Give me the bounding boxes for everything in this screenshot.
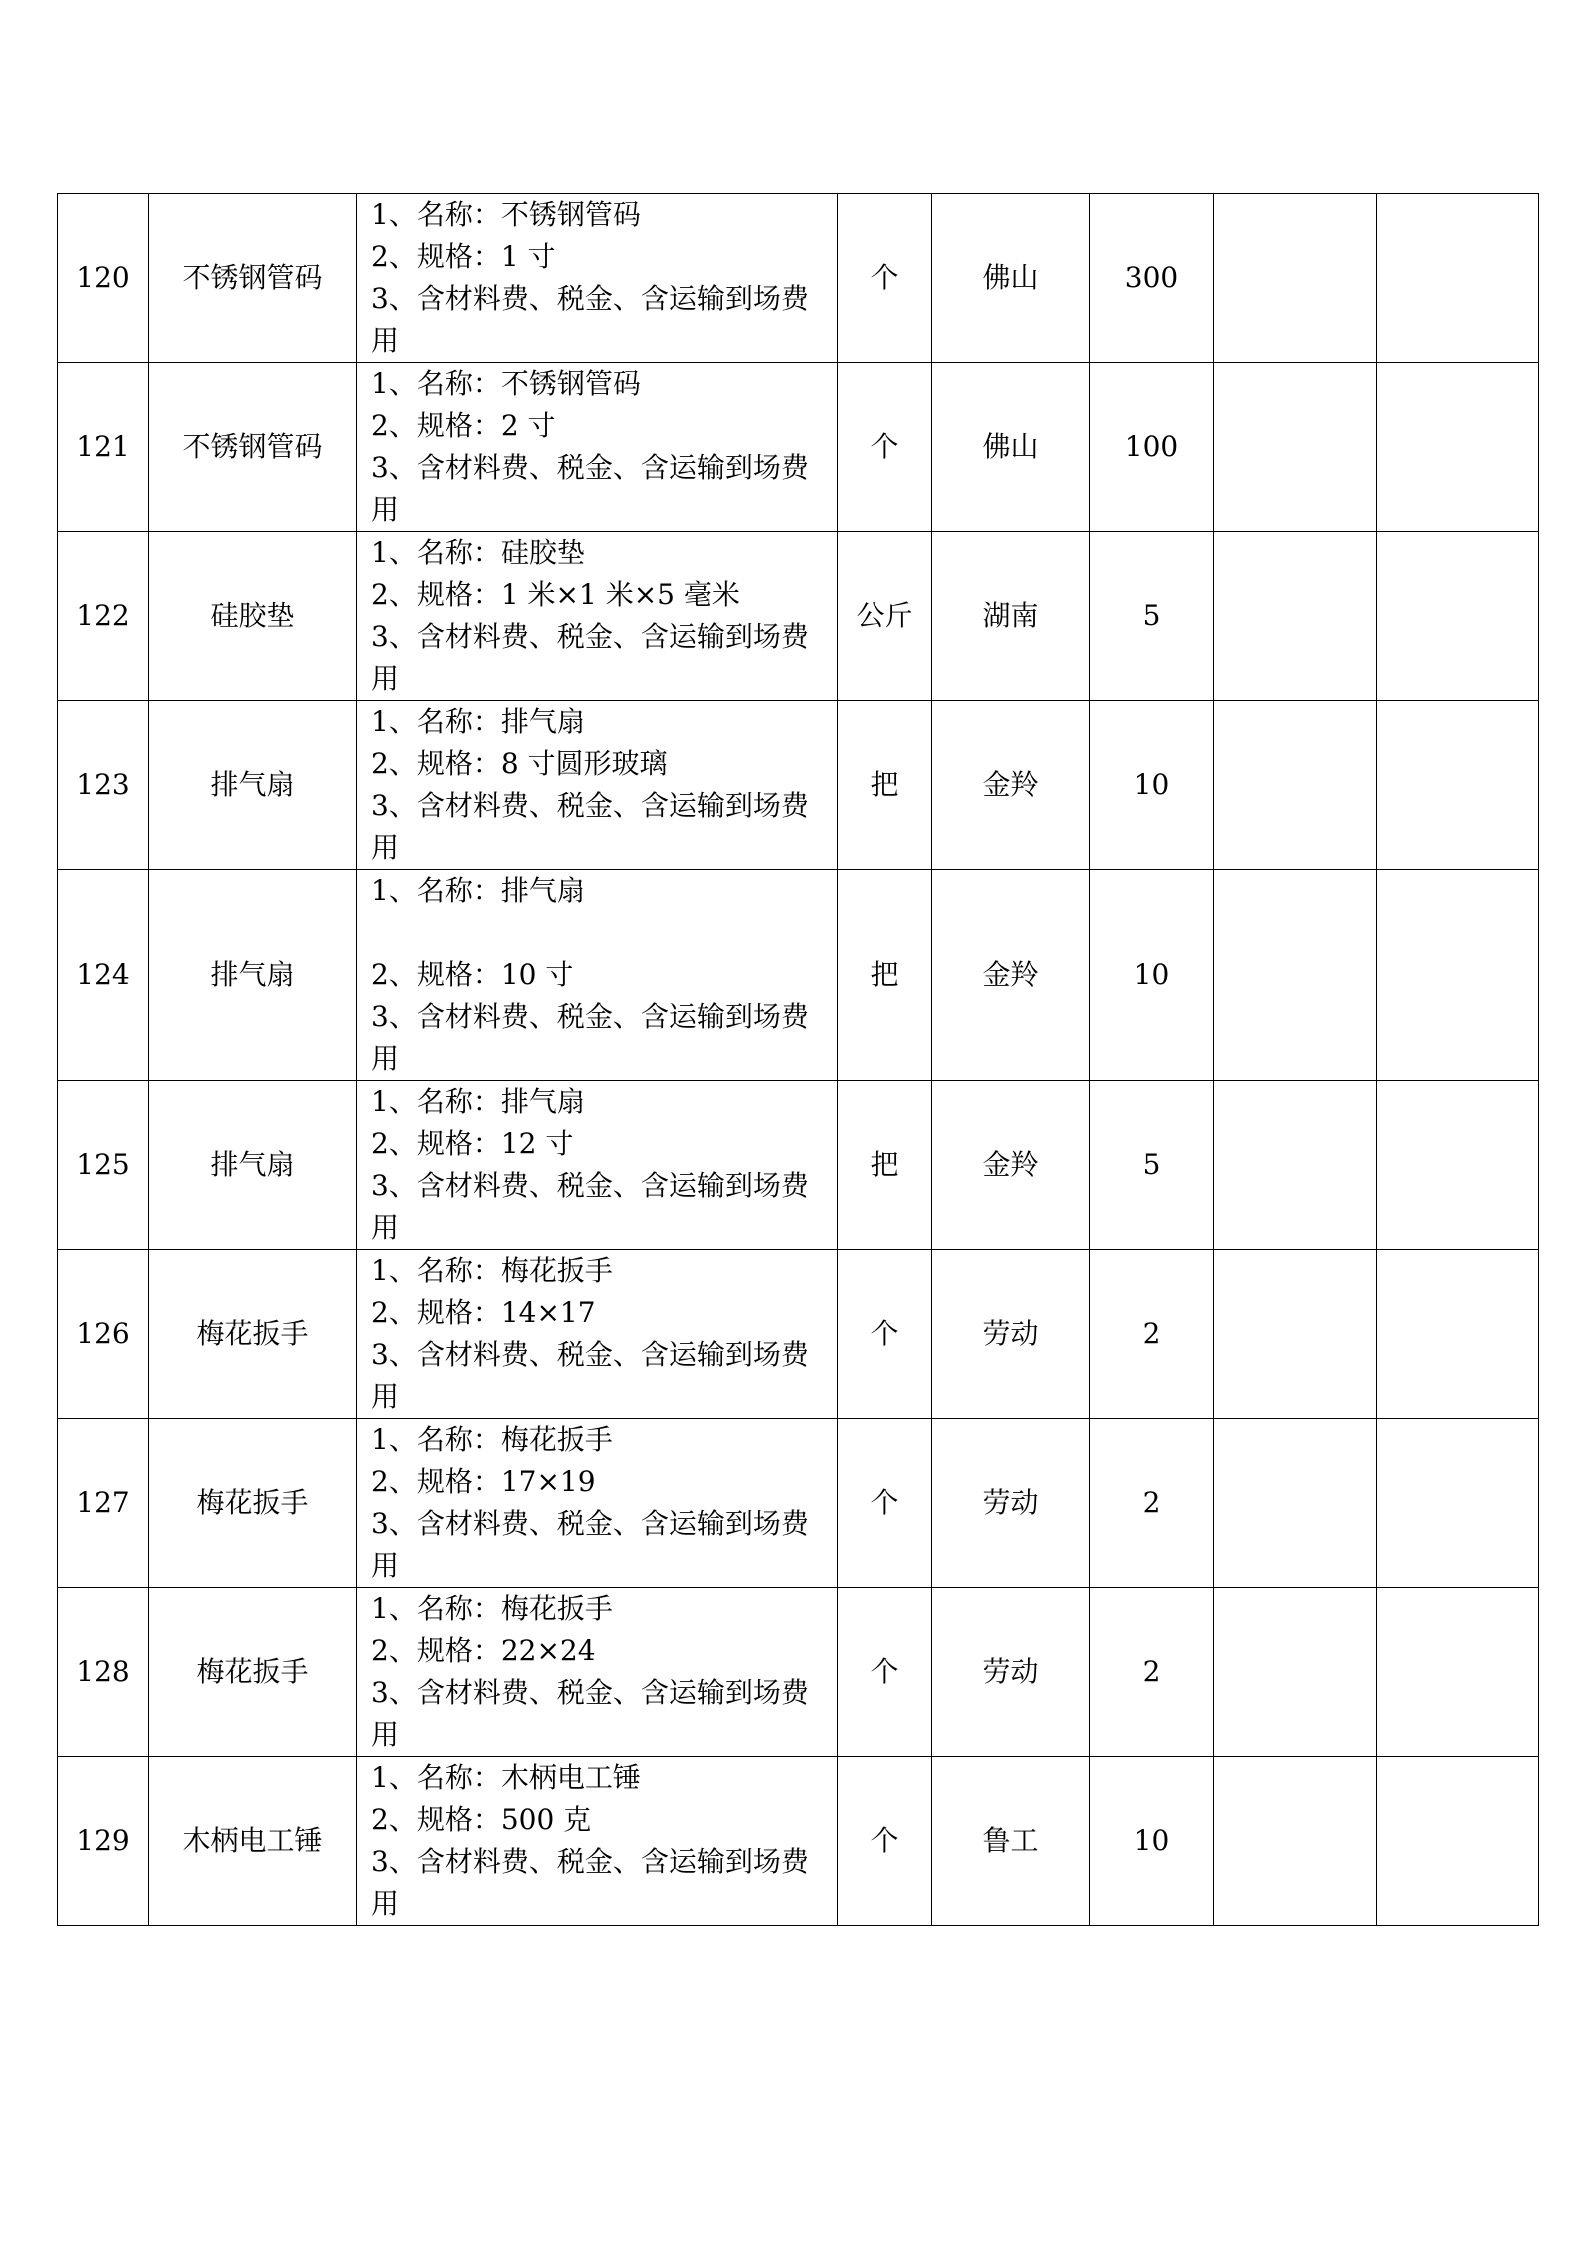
unit-cell: 个 bbox=[838, 1757, 932, 1926]
unit-price-cell bbox=[1214, 363, 1377, 532]
total-price-cell bbox=[1377, 194, 1539, 363]
item-name-cell: 排气扇 bbox=[149, 870, 357, 1081]
description-line: 2、规格：1 寸 bbox=[371, 240, 556, 273]
item-description-cell bbox=[357, 701, 838, 870]
item-name-cell: 不锈钢管码 bbox=[149, 194, 357, 363]
description-line: 1、名称：不锈钢管码 bbox=[371, 367, 641, 400]
brand-origin-cell: 湖南 bbox=[932, 532, 1090, 701]
description-line: 3、含材料费、税金、含运输到场费 bbox=[371, 620, 809, 653]
item-name-cell: 梅花扳手 bbox=[149, 1419, 357, 1588]
description-line: 用 bbox=[371, 662, 400, 695]
row-number-cell: 123 bbox=[58, 701, 149, 870]
unit-cell: 个 bbox=[838, 1588, 932, 1757]
quantity-cell: 2 bbox=[1090, 1250, 1214, 1419]
unit-cell: 个 bbox=[838, 194, 932, 363]
item-name-cell: 排气扇 bbox=[149, 701, 357, 870]
unit-price-cell bbox=[1214, 1419, 1377, 1588]
brand-origin-cell: 劳动 bbox=[932, 1588, 1090, 1757]
total-price-cell bbox=[1377, 363, 1539, 532]
unit-price-cell bbox=[1214, 532, 1377, 701]
brand-origin-cell: 劳动 bbox=[932, 1419, 1090, 1588]
row-number-cell: 121 bbox=[58, 363, 149, 532]
item-description-cell bbox=[357, 1588, 838, 1757]
item-description-cell bbox=[357, 1250, 838, 1419]
unit-price-cell bbox=[1214, 1081, 1377, 1250]
description-line: 用 bbox=[371, 1042, 400, 1075]
description-line: 3、含材料费、税金、含运输到场费 bbox=[371, 1507, 809, 1540]
item-name-cell: 不锈钢管码 bbox=[149, 363, 357, 532]
row-number-cell: 127 bbox=[58, 1419, 149, 1588]
quantity-cell: 2 bbox=[1090, 1588, 1214, 1757]
item-description-cell bbox=[357, 1419, 838, 1588]
item-description-cell bbox=[357, 194, 838, 363]
unit-cell: 个 bbox=[838, 1419, 932, 1588]
description-line: 1、名称：不锈钢管码 bbox=[371, 198, 641, 231]
total-price-cell bbox=[1377, 870, 1539, 1081]
table-body bbox=[58, 194, 1539, 1926]
quantity-cell: 100 bbox=[1090, 363, 1214, 532]
description-line: 3、含材料费、税金、含运输到场费 bbox=[371, 451, 809, 484]
brand-origin-cell: 金羚 bbox=[932, 870, 1090, 1081]
description-line: 3、含材料费、税金、含运输到场费 bbox=[371, 1845, 809, 1878]
item-name-cell: 排气扇 bbox=[149, 1081, 357, 1250]
brand-origin-cell: 佛山 bbox=[932, 363, 1090, 532]
unit-cell: 把 bbox=[838, 1081, 932, 1250]
unit-price-cell bbox=[1214, 1757, 1377, 1926]
quantity-cell: 5 bbox=[1090, 1081, 1214, 1250]
table-row bbox=[58, 363, 1539, 532]
description-line: 1、名称：排气扇 bbox=[371, 1085, 585, 1118]
quantity-cell: 10 bbox=[1090, 701, 1214, 870]
unit-price-cell bbox=[1214, 701, 1377, 870]
quantity-cell: 300 bbox=[1090, 194, 1214, 363]
description-line: 用 bbox=[371, 1887, 400, 1920]
quantity-cell: 5 bbox=[1090, 532, 1214, 701]
description-line: 1、名称：排气扇 bbox=[371, 874, 585, 907]
total-price-cell bbox=[1377, 701, 1539, 870]
description-line: 2、规格：1 米×1 米×5 毫米 bbox=[371, 578, 740, 611]
table-row bbox=[58, 1419, 1539, 1588]
description-line: 1、名称：木柄电工锤 bbox=[371, 1761, 641, 1794]
table-row bbox=[58, 1250, 1539, 1419]
description-line: 1、名称：梅花扳手 bbox=[371, 1423, 613, 1456]
total-price-cell bbox=[1377, 1419, 1539, 1588]
description-line: 3、含材料费、税金、含运输到场费 bbox=[371, 1000, 809, 1033]
brand-origin-cell: 佛山 bbox=[932, 194, 1090, 363]
brand-origin-cell: 金羚 bbox=[932, 1081, 1090, 1250]
unit-cell: 把 bbox=[838, 870, 932, 1081]
materials-table bbox=[57, 193, 1539, 1926]
description-line: 1、名称：梅花扳手 bbox=[371, 1592, 613, 1625]
description-line: 3、含材料费、税金、含运输到场费 bbox=[371, 1169, 809, 1202]
item-name-cell: 梅花扳手 bbox=[149, 1250, 357, 1419]
description-line: 2、规格：10 寸 bbox=[371, 958, 574, 991]
unit-price-cell bbox=[1214, 870, 1377, 1081]
description-line: 用 bbox=[371, 831, 400, 864]
table-row bbox=[58, 194, 1539, 363]
item-name-cell: 硅胶垫 bbox=[149, 532, 357, 701]
item-description-cell bbox=[357, 532, 838, 701]
description-line: 2、规格：8 寸圆形玻璃 bbox=[371, 747, 668, 780]
description-line: 2、规格：2 寸 bbox=[371, 409, 556, 442]
description-line: 用 bbox=[371, 1211, 400, 1244]
row-number-cell: 124 bbox=[58, 870, 149, 1081]
quantity-cell: 10 bbox=[1090, 1757, 1214, 1926]
total-price-cell bbox=[1377, 532, 1539, 701]
brand-origin-cell: 金羚 bbox=[932, 701, 1090, 870]
unit-price-cell bbox=[1214, 194, 1377, 363]
total-price-cell bbox=[1377, 1081, 1539, 1250]
quantity-cell: 2 bbox=[1090, 1419, 1214, 1588]
unit-price-cell bbox=[1214, 1250, 1377, 1419]
table-row bbox=[58, 701, 1539, 870]
total-price-cell bbox=[1377, 1757, 1539, 1926]
description-line: 1、名称：硅胶垫 bbox=[371, 536, 585, 569]
brand-origin-cell: 鲁工 bbox=[932, 1757, 1090, 1926]
item-name-cell: 木柄电工锤 bbox=[149, 1757, 357, 1926]
item-description-cell bbox=[357, 870, 838, 1081]
unit-cell: 公斤 bbox=[838, 532, 932, 701]
total-price-cell bbox=[1377, 1250, 1539, 1419]
quantity-cell: 10 bbox=[1090, 870, 1214, 1081]
description-line: 3、含材料费、税金、含运输到场费 bbox=[371, 1676, 809, 1709]
row-number-cell: 126 bbox=[58, 1250, 149, 1419]
table-row bbox=[58, 532, 1539, 701]
table-row bbox=[58, 1588, 1539, 1757]
description-line: 用 bbox=[371, 1718, 400, 1751]
description-line: 3、含材料费、税金、含运输到场费 bbox=[371, 789, 809, 822]
description-line: 用 bbox=[371, 324, 400, 357]
row-number-cell: 129 bbox=[58, 1757, 149, 1926]
row-number-cell: 122 bbox=[58, 532, 149, 701]
unit-price-cell bbox=[1214, 1588, 1377, 1757]
row-number-cell: 125 bbox=[58, 1081, 149, 1250]
description-line: 3、含材料费、税金、含运输到场费 bbox=[371, 1338, 809, 1371]
description-line: 1、名称：排气扇 bbox=[371, 705, 585, 738]
unit-cell: 个 bbox=[838, 1250, 932, 1419]
row-number-cell: 128 bbox=[58, 1588, 149, 1757]
description-blank-line bbox=[371, 912, 829, 954]
description-line: 2、规格：14×17 bbox=[371, 1296, 596, 1329]
description-line: 2、规格：12 寸 bbox=[371, 1127, 574, 1160]
description-line: 2、规格：500 克 bbox=[371, 1803, 592, 1836]
description-line: 2、规格：22×24 bbox=[371, 1634, 596, 1667]
description-line: 用 bbox=[371, 493, 400, 526]
unit-cell: 个 bbox=[838, 363, 932, 532]
row-number-cell: 120 bbox=[58, 194, 149, 363]
description-line: 3、含材料费、税金、含运输到场费 bbox=[371, 282, 809, 315]
description-line: 用 bbox=[371, 1549, 400, 1582]
brand-origin-cell: 劳动 bbox=[932, 1250, 1090, 1419]
item-description-cell bbox=[357, 363, 838, 532]
total-price-cell bbox=[1377, 1588, 1539, 1757]
table-row bbox=[58, 1081, 1539, 1250]
item-description-cell bbox=[357, 1081, 838, 1250]
description-line: 2、规格：17×19 bbox=[371, 1465, 596, 1498]
unit-cell: 把 bbox=[838, 701, 932, 870]
description-line: 1、名称：梅花扳手 bbox=[371, 1254, 613, 1287]
description-line: 用 bbox=[371, 1380, 400, 1413]
item-description-cell bbox=[357, 1757, 838, 1926]
item-name-cell: 梅花扳手 bbox=[149, 1588, 357, 1757]
table-row bbox=[58, 1757, 1539, 1926]
table-row bbox=[58, 870, 1539, 1081]
